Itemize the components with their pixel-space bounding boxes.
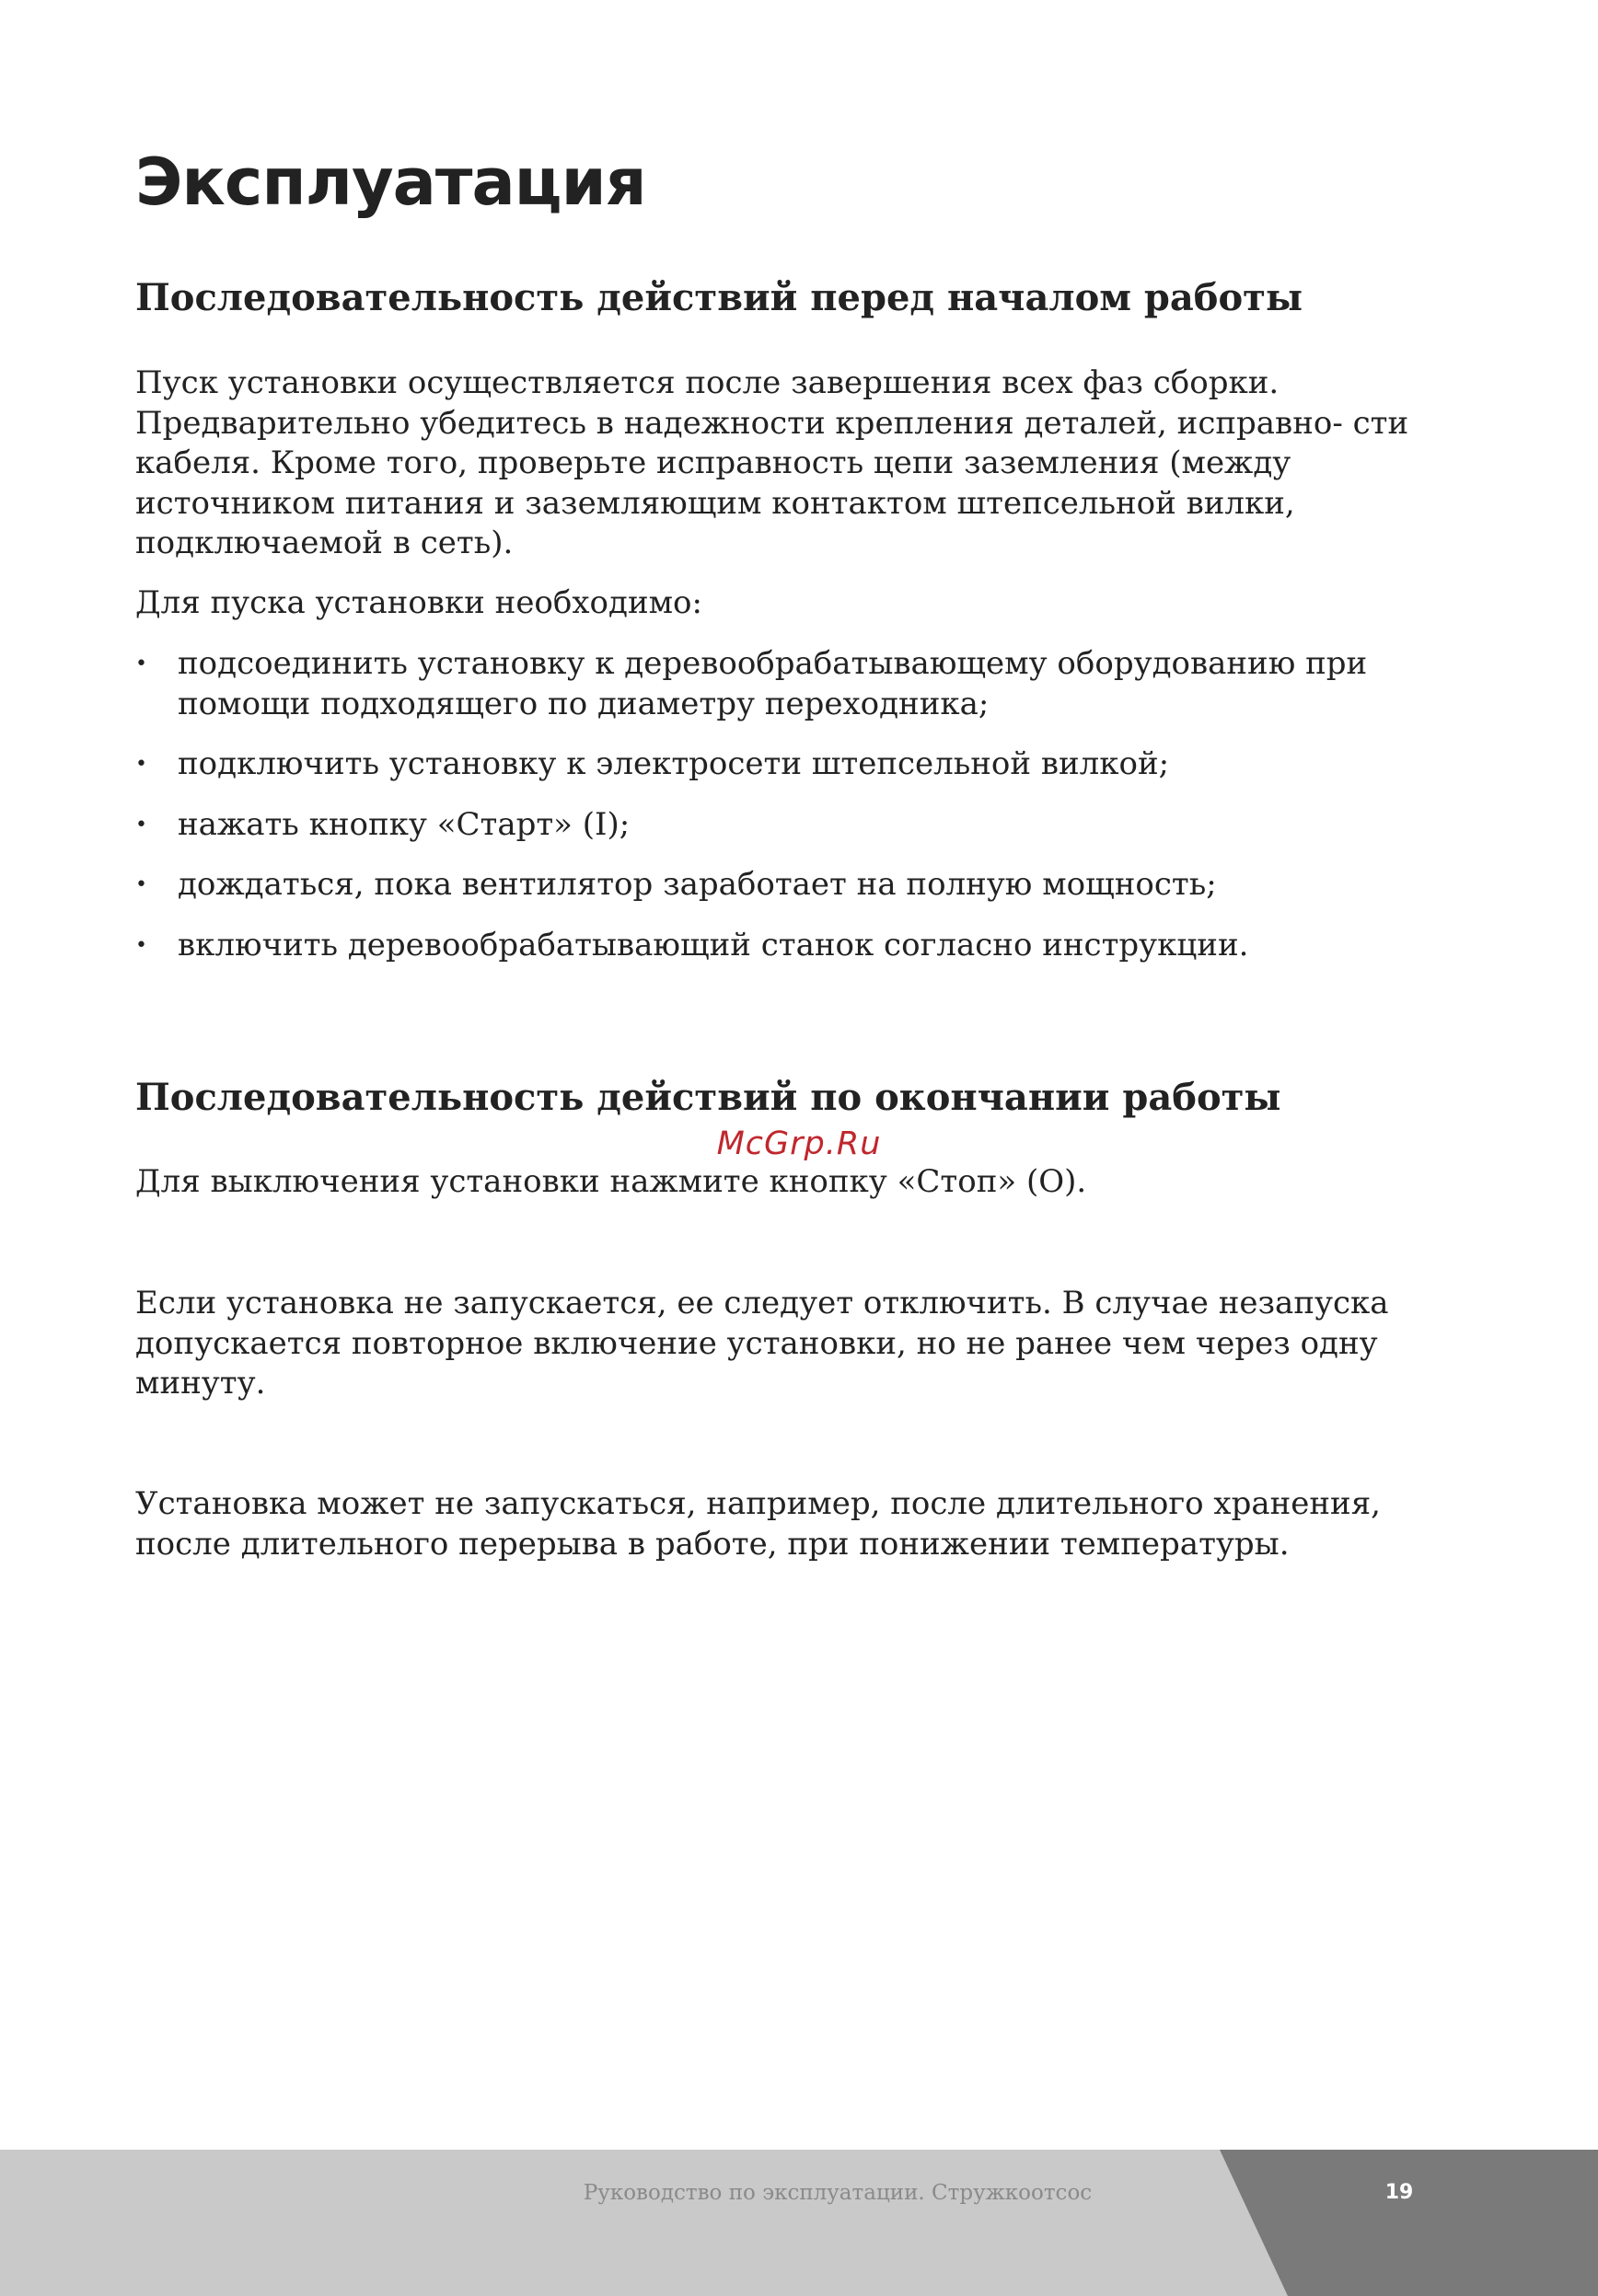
list-item — [135, 805, 1442, 846]
list-item-text: дождаться, пока вентилятор заработает на полную мощность; — [178, 866, 1217, 903]
list-item-text: подсоединить установку к деревообрабатывающему оборудованию при помощи подходящего по диаметру переходника; — [178, 645, 1368, 722]
bullet-icon: • — [135, 753, 147, 776]
list-item-text: нажать кнопку «Старт» (I); — [178, 805, 631, 843]
section-heading-before-work: Последовательность действий перед началом работы — [135, 276, 1303, 319]
list-item — [135, 644, 1442, 724]
section-heading-after-work: Последовательность действий по окончании работы — [135, 1076, 1281, 1119]
footer-document-title: Руководство по эксплуатации. Стружкоотсос — [583, 2181, 1093, 2205]
list-item — [135, 865, 1442, 906]
paragraph-startup-requirements: Для пуска установки необходимо: — [135, 584, 702, 621]
page-number: 19 — [1384, 2181, 1414, 2204]
list-item — [135, 744, 1442, 785]
footer-page-tab — [1220, 2150, 1598, 2296]
paragraph-restart-note: Если установка не запускается, ее следует отключить. В случае незапуска допускается повторное включение установки, но не ранее чем через одну минуту. — [135, 1285, 1389, 1402]
list-item-text: подключить установку к электросети штепсельной вилкой; — [178, 745, 1170, 782]
bullet-icon: • — [135, 652, 147, 675]
list-item — [135, 926, 1442, 966]
watermark: McGrp.Ru — [716, 1125, 882, 1162]
paragraph-failure-causes: Установка может не запускаться, например, после длительного хранения, после длительного перерыва в работе, при понижении температуры. — [135, 1485, 1381, 1563]
list-item-text: включить деревообрабатывающий станок согласно инструкции. — [178, 926, 1249, 963]
bullet-icon: • — [135, 873, 147, 896]
paragraph-startup-intro: Пуск установки осуществляется после завершения всех фаз сборки. Предварительно убедитесь в надежности крепления деталей, исправно- сти кабеля. Кроме того, проверьте исправность цепи заземления (между источником питания и заземляющим контактом штепсельной вилки, подключаемой в сеть). — [135, 364, 1409, 561]
page-footer — [0, 2150, 1598, 2296]
bullet-icon: • — [135, 813, 147, 836]
bullet-icon: • — [135, 933, 147, 957]
page-title: Эксплуатация — [135, 144, 646, 220]
paragraph-shutdown: Для выключения установки нажмите кнопку «Стоп» (O). — [135, 1163, 1087, 1200]
startup-steps-list — [135, 644, 1442, 986]
